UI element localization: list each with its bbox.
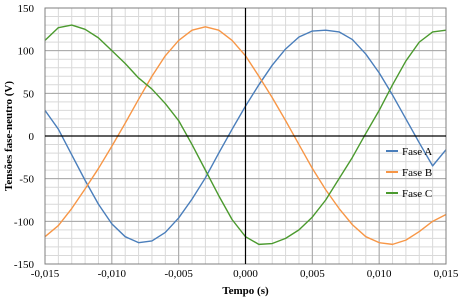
y-tick-label: 0 — [28, 131, 34, 143]
x-tick-label: -0,015 — [30, 268, 60, 280]
y-tick-label: -100 — [13, 216, 34, 229]
y-tick-label: -150 — [13, 259, 34, 271]
x-tick-label: 0,005 — [299, 268, 325, 280]
y-tick-label: 150 — [17, 3, 34, 15]
y-tick-label: -50 — [19, 173, 34, 186]
x-tick-label: 0,015 — [433, 268, 459, 280]
x-tick-label: 0,010 — [366, 268, 392, 280]
legend-label-fase-a: Fase A — [402, 146, 433, 158]
legend-label-fase-c: Fase C — [402, 188, 433, 200]
y-axis-title: Tensões fase-neutro (V) — [3, 81, 15, 191]
x-tick-label: -0,005 — [164, 268, 193, 280]
x-tick-label: 0,000 — [233, 268, 258, 280]
y-tick-label: 100 — [17, 45, 34, 58]
legend-label-fase-b: Fase B — [402, 167, 433, 179]
x-tick-label: -0,010 — [97, 268, 127, 280]
x-axis-title: Tempo (s) — [222, 285, 269, 297]
y-tick-label: 50 — [23, 88, 34, 101]
